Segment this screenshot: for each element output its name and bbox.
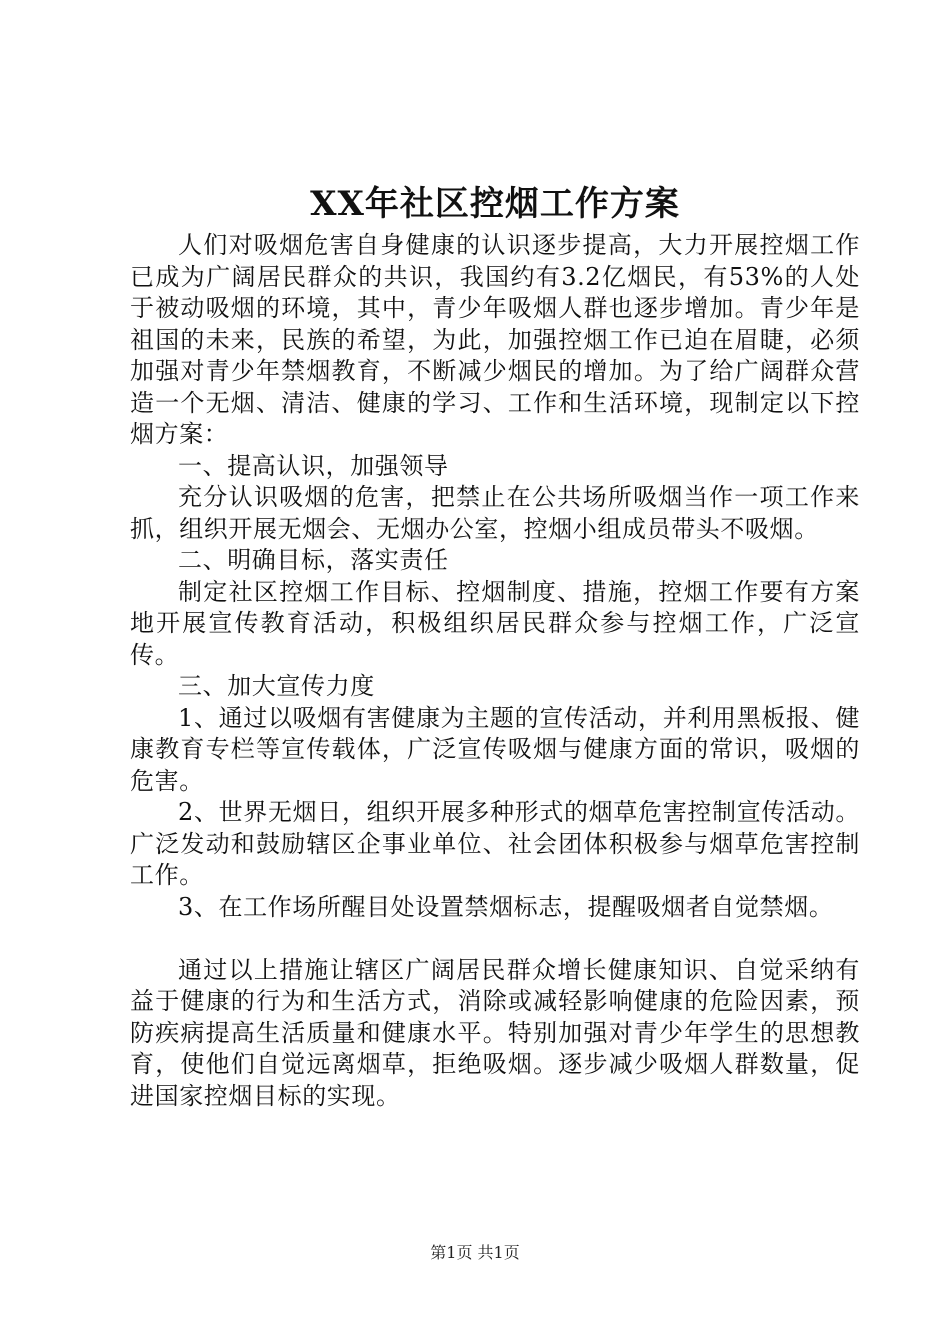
intro-paragraph: 人们对吸烟危害自身健康的认识逐步提高，大力开展控烟工作已成为广阔居民群众的共识，我国约有3.2亿烟民，有53%的人处于被动吸烟的环境，其中，青少年吸烟人群也逐步增加。青少年是祖国的未来，民族的希望，为此，加强控烟工作已迫在眉睫，必须加强对青少年禁烟教育，不断减少烟民的增加。为了给广阔群众营造一个无烟、清洁、健康的学习、工作和生活环境，现制定以下控烟方案：	[130, 231, 860, 448]
section-1-heading: 一、提高认识，加强领导	[178, 451, 449, 480]
section-3-heading: 三、加大宣传力度	[178, 672, 375, 700]
section-2-heading: 二、明确目标，落实责任	[178, 546, 449, 574]
conclusion-paragraph: 通过以上措施让辖区广阔居民群众增长健康知识、自觉采纳有益于健康的行为和生活方式，消除或减轻影响健康的危险因素，预防疾病提高生活质量和健康水平。特别加强对青少年学生的思想教育，使他们自觉远离烟草，拒绝吸烟。逐步减少吸烟人群数量，促进国家控烟目标的实现。	[130, 955, 860, 1110]
document-page	[130, 180, 860, 1112]
section-1-body: 充分认识吸烟的危害，把禁止在公共场所吸烟当作一项工作来抓，组织开展无烟会、无烟办公室，控烟小组成员带头不吸烟。	[130, 483, 860, 543]
document-title: XX年社区控烟工作方案	[310, 184, 680, 224]
paragraph-spacer	[130, 923, 860, 955]
page-footer: 第1页 共1页	[430, 1243, 520, 1262]
section-3-item-2: 2、世界无烟日，组织开展多种形式的烟草危害控制宣传活动。广泛发动和鼓励辖区企事业单位、社会团体积极参与烟草危害控制工作。	[130, 798, 860, 889]
section-2-body: 制定社区控烟工作目标、控烟制度、措施，控烟工作要有方案地开展宣传教育活动，积极组织居民群众参与控烟工作，广泛宣传。	[130, 577, 860, 669]
section-3-item-1: 1、通过以吸烟有害健康为主题的宣传活动，并利用黑板报、健康教育专栏等宣传载体，广泛宣传吸烟与健康方面的常识，吸烟的危害。	[130, 703, 860, 795]
section-3-item-3: 3、在工作场所醒目处设置禁烟标志，提醒吸烟者自觉禁烟。	[178, 892, 834, 921]
